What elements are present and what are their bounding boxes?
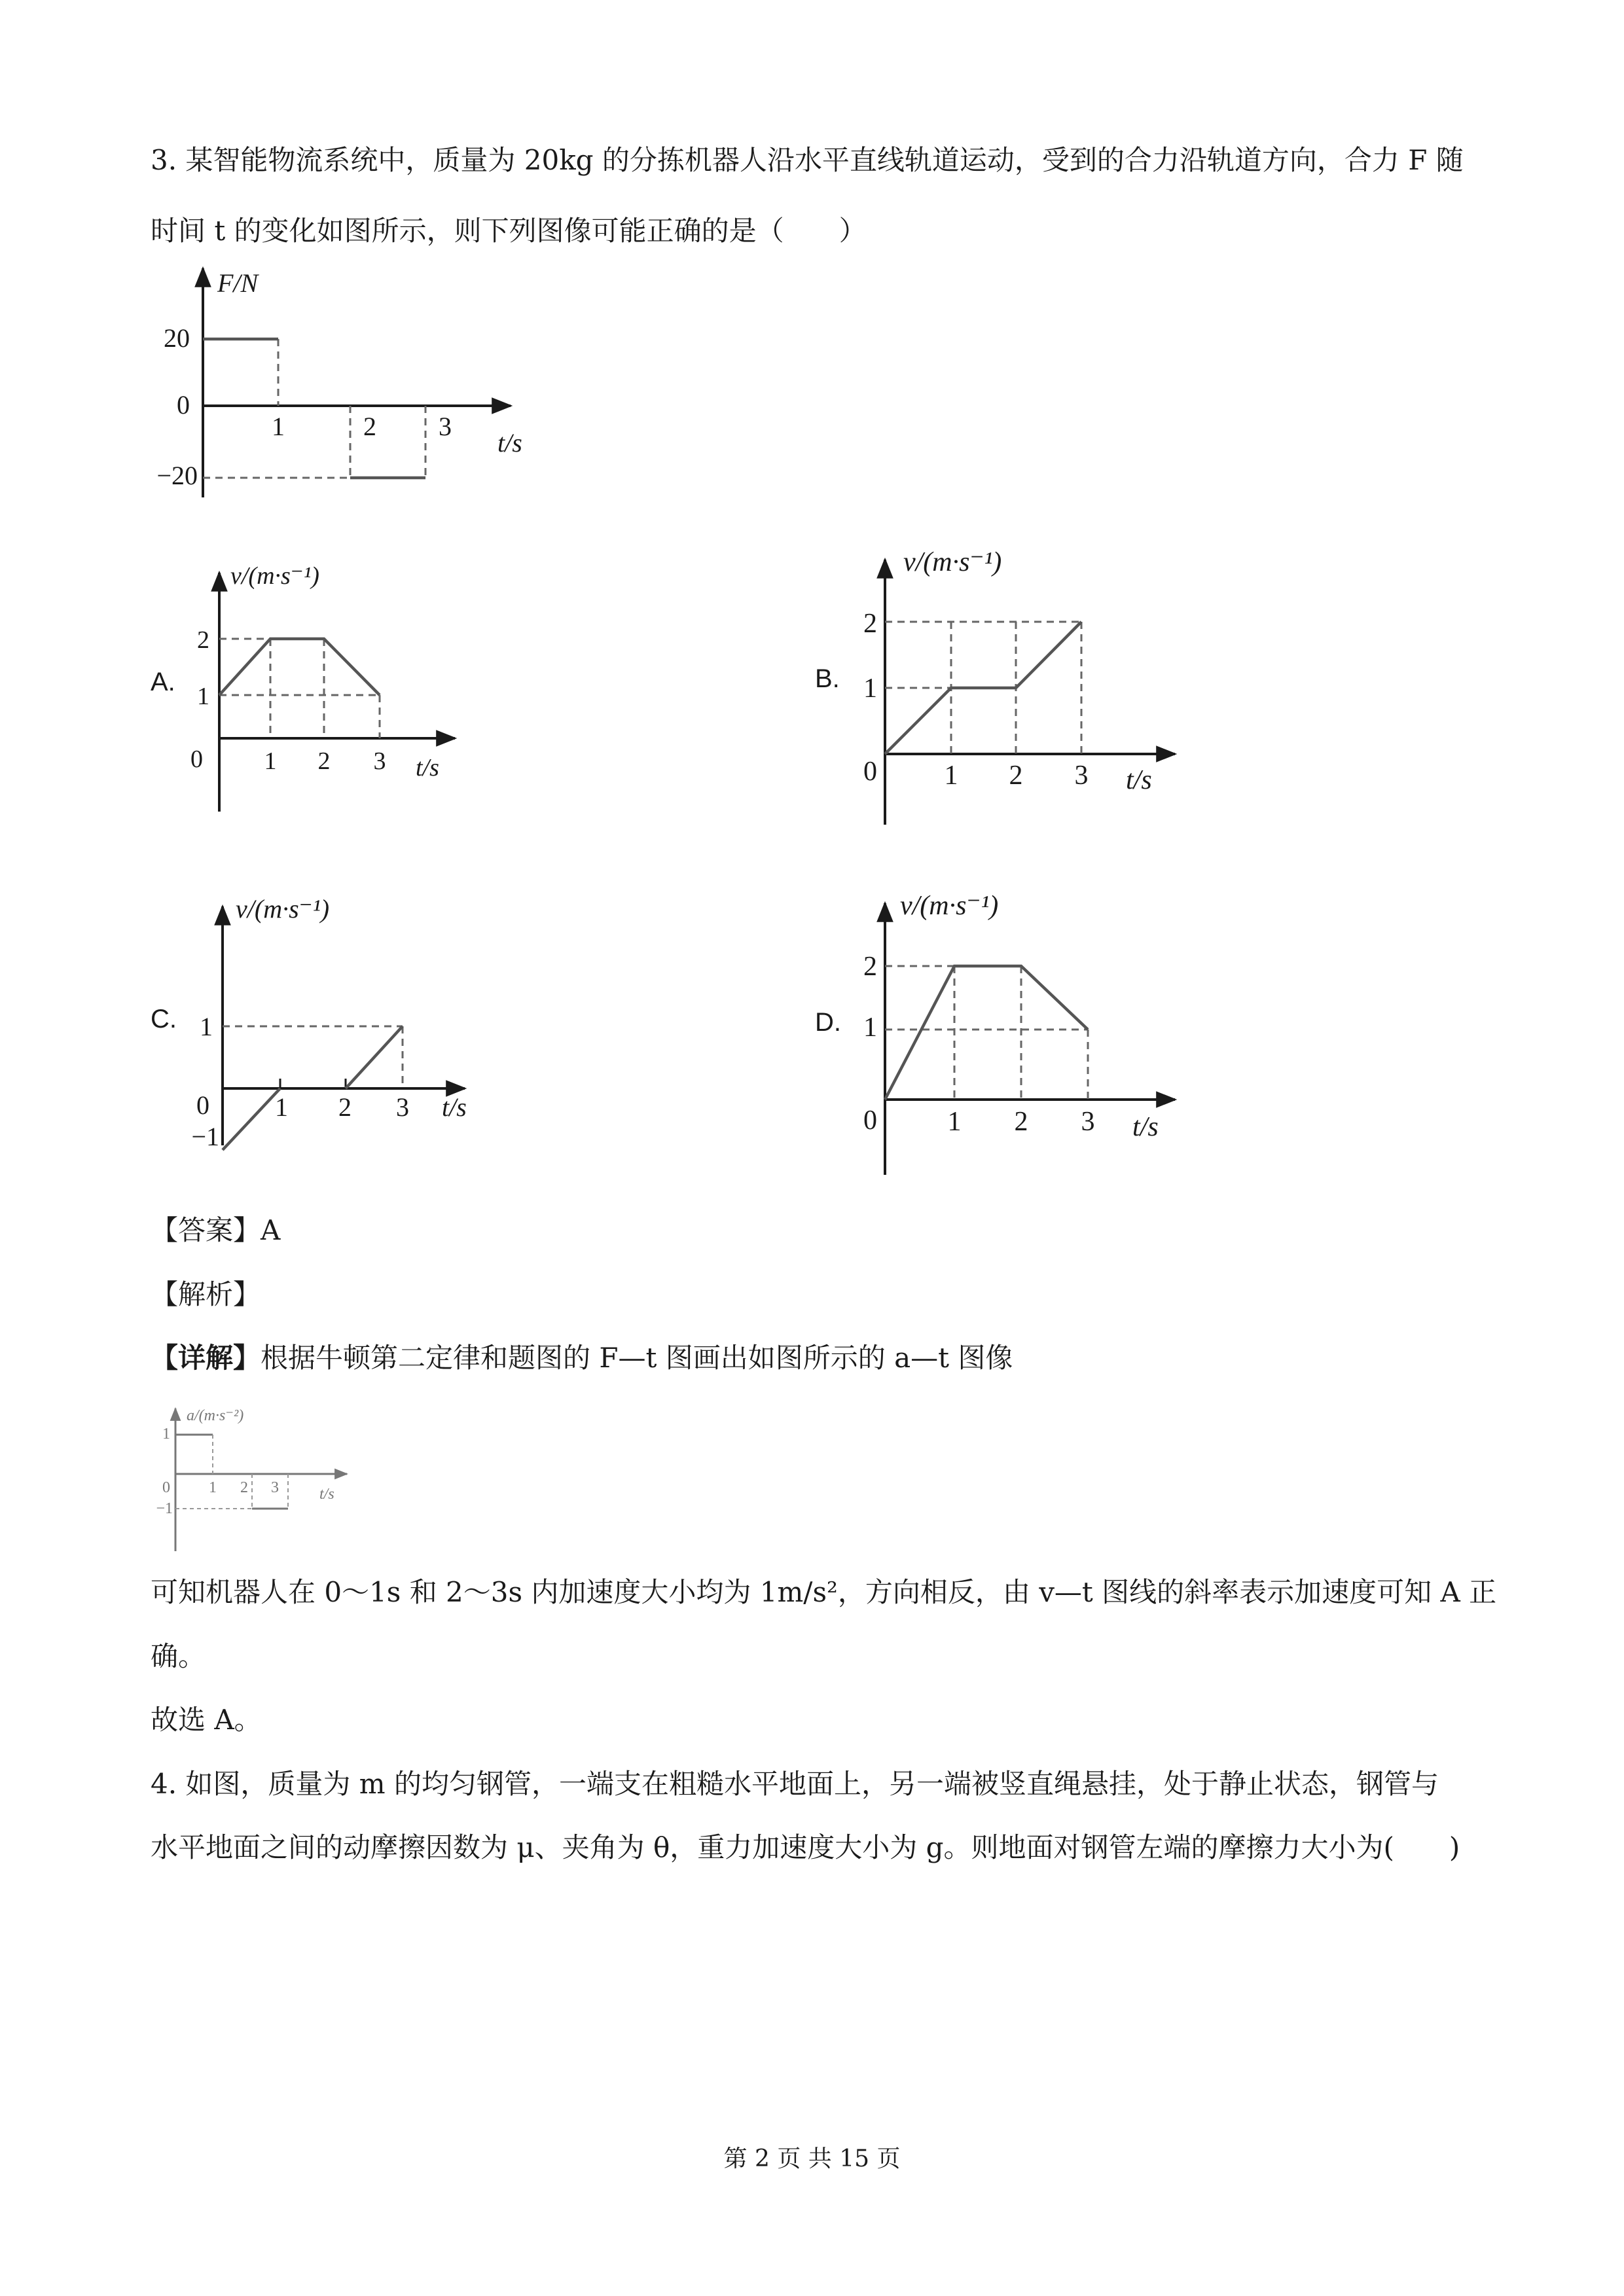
option-b-label[interactable]: B. <box>815 664 840 693</box>
conclusion-line-1: 可知机器人在 0～1s 和 2～3s 内加速度大小均为 1m/s²，方向相反，由 v—t 图线的斜率表示加速度可知 A 正 <box>151 1576 1497 1608</box>
origin-label: 0 <box>863 757 877 787</box>
tick-1: 1 <box>209 1479 217 1496</box>
q3-line-1: 3. 某智能物流系统中，质量为 20kg 的分拣机器人沿水平直线轨道运动，受到的合力沿轨道方向，合力 F 随 <box>151 144 1464 176</box>
origin-label: 0 <box>190 745 203 773</box>
x-axis-label: t/s <box>497 428 522 457</box>
option-c-graph[interactable] <box>190 884 497 1158</box>
tick-1: 1 <box>275 1092 288 1122</box>
tick-2: 2 <box>1014 1107 1028 1137</box>
answer: 【答案】A <box>151 1214 281 1246</box>
y-axis-label: v/(m·s⁻¹) <box>230 562 319 590</box>
tick-1: 1 <box>863 673 877 704</box>
option-c-label[interactable]: C. <box>151 1005 177 1033</box>
tick-0: 0 <box>177 390 190 420</box>
x-axis-label: t/s <box>1126 765 1152 795</box>
tick-3: 3 <box>439 412 452 441</box>
tick-neg20: −20 <box>156 461 198 490</box>
y-axis-label: v/(m·s⁻¹) <box>236 894 330 924</box>
velocity-line <box>219 639 380 695</box>
tick-2: 2 <box>338 1092 352 1122</box>
tick-3: 3 <box>396 1092 409 1122</box>
option-a-label[interactable]: A. <box>151 668 175 696</box>
option-d-graph[interactable] <box>851 880 1191 1181</box>
q4-line-2: 水平地面之间的动摩擦因数为 μ、夹角为 θ，重力加速度大小为 g。则地面对钢管左端的摩擦力大小为( ) <box>151 1831 1460 1863</box>
tick-3: 3 <box>271 1479 279 1496</box>
option-a-graph[interactable] <box>190 550 471 825</box>
tick-1: 1 <box>272 412 285 441</box>
velocity-line-1 <box>223 1088 280 1150</box>
tick-2: 2 <box>197 626 209 654</box>
tick-neg1: −1 <box>191 1122 219 1151</box>
y-axis-label: v/(m·s⁻¹) <box>900 891 999 921</box>
option-b-graph[interactable] <box>851 537 1191 838</box>
option-d-label[interactable]: D. <box>815 1008 841 1037</box>
tick-3: 3 <box>1074 761 1089 791</box>
tick-1: 1 <box>863 1013 877 1043</box>
detail-prefix: 【详解】 <box>151 1342 261 1374</box>
acceleration-time-graph <box>151 1401 360 1558</box>
tick-3: 3 <box>373 747 386 775</box>
tick-20: 20 <box>164 323 190 353</box>
tick-1: 1 <box>197 683 209 710</box>
tick-2: 2 <box>863 952 877 982</box>
tick-1: 1 <box>162 1426 170 1443</box>
conclusion-line-2: 确。 <box>151 1640 206 1672</box>
q3-line-2: 时间 t 的变化如图所示，则下列图像可能正确的是（ ） <box>151 215 867 247</box>
x-axis-label: t/s <box>319 1486 334 1503</box>
tick-2: 2 <box>317 747 331 775</box>
force-time-graph <box>144 262 563 511</box>
tick-1: 1 <box>200 1012 213 1041</box>
detail-line <box>151 1336 1013 1376</box>
tick-neg1: −1 <box>156 1500 173 1517</box>
conclusion-line-3: 故选 A。 <box>151 1704 262 1736</box>
tick-2: 2 <box>1009 761 1023 791</box>
tick-1: 1 <box>944 761 958 791</box>
tick-3: 3 <box>1081 1107 1095 1137</box>
y-axis-label: v/(m·s⁻¹) <box>903 547 1002 577</box>
detail-text: 根据牛顿第二定律和题图的 F—t 图画出如图所示的 a—t 图像 <box>261 1342 1013 1374</box>
y-axis-label: F/N <box>217 268 259 298</box>
origin-label: 0 <box>196 1090 209 1120</box>
tick-2: 2 <box>863 609 877 639</box>
page-footer: 第 2 页 共 15 页 <box>723 2145 901 2172</box>
tick-2: 2 <box>363 412 376 441</box>
x-axis-label: t/s <box>416 754 439 781</box>
velocity-line-2 <box>346 1026 403 1088</box>
q4-line-1: 4. 如图，质量为 m 的均匀钢管，一端支在粗糙水平地面上，另一端被竖直绳悬挂，处于静止状态，钢管与 <box>151 1768 1439 1800</box>
tick-1: 1 <box>264 747 277 775</box>
analysis-heading: 【解析】 <box>151 1278 261 1310</box>
x-axis-label: t/s <box>442 1092 467 1122</box>
origin-label: 0 <box>162 1479 170 1496</box>
velocity-line <box>885 966 1088 1100</box>
origin-label: 0 <box>863 1105 877 1136</box>
x-axis-label: t/s <box>1132 1112 1159 1142</box>
y-axis-label: a/(m·s⁻²) <box>187 1407 244 1424</box>
tick-1: 1 <box>947 1107 962 1137</box>
tick-2: 2 <box>240 1479 248 1496</box>
